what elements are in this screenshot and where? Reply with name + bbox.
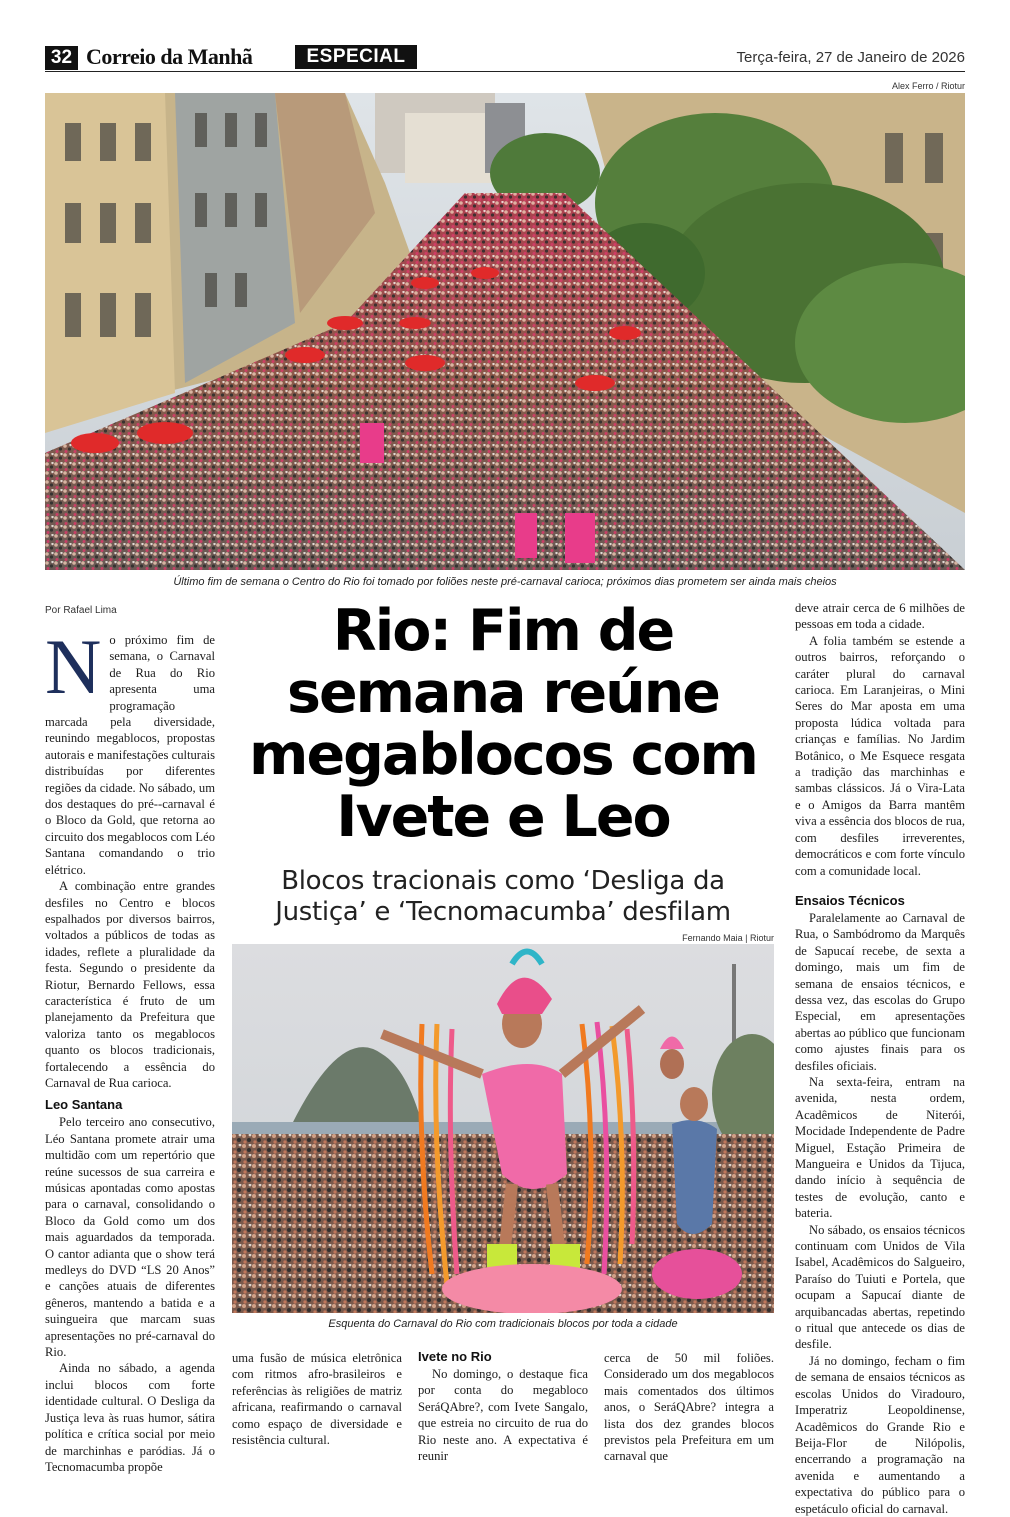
dropcap: N (45, 623, 102, 710)
paragraph: No domingo, o destaque fica por conta do megabloco SeráQAbre?, com Ivete Sangalo, que estreia no circuito de rua do Rio neste ano. A expectativa é reunir (418, 1367, 588, 1464)
photo-caption: Esquenta do Carnaval do Rio com tradicionais blocos por toda a cidade (328, 1318, 678, 1330)
paragraph: Já no domingo, fecham o fim de semana de ensaios técnicos as escolas Unidos do Viradouro, Imperatriz Leopoldinense, Acadêmicos do Grande Rio e Beija-Flor de Nilópolis, encerrando a programação na avenida e aumentando a expectativa do público para o espetáculo oficial do carnaval. (795, 1353, 965, 1516)
paragraph: cerca de 50 mil foliões. Considerado um dos megablocos mais comentados dos últimos anos, o SeráQAbre? integra a lista dos dez grandes blocos previstos pela Prefeitura em um carnaval que (604, 1351, 774, 1464)
paragraph: A folia também se estende a outros bairros, reforçando o caráter plural do carnaval carioca. Em Laranjeiras, o Mini Seres do Mar aposta em uma proposta lúdica voltada para crianças e famílias. No Jardim Botânico, o Me Esquece resgata a tradição das marchinhas e sambas clássicos. Já o Vira-Lata e o Amigos da Barra mantêm viva a essência dos blocos de rua, com desfiles irreverentes, democráticos e com forte vínculo com a comunidade local. (795, 633, 965, 878)
header-rule (45, 71, 965, 72)
carnival-dancer-photo (232, 944, 774, 1313)
paragraph: Ainda no sábado, a agenda inclui blocos com forte identidade cultural. O Desliga da Justiça leva às ruas humor, sátira política e crítica social por meio de marchinhas e paródias. Já o Tecnomacumba propõe (45, 1361, 215, 1474)
subheading-ivete-no-rio: Ivete no Rio (418, 1349, 492, 1364)
street-carnival-photo (45, 93, 965, 570)
subheadline: Blocos tracionais como ‘Desliga da Justiça’ e ‘Tecnomacumba’ desfilam (275, 866, 731, 927)
section-label: ESPECIAL (295, 45, 417, 69)
paragraph: deve atrair cerca de 6 milhões de pessoas em toda a cidade. (795, 601, 965, 632)
photo-credit: Fernando Maia | Riotur (682, 933, 774, 943)
issue-date: Terça-feira, 27 de Janeiro de 2026 (736, 49, 965, 66)
subheading-leo-santana: Leo Santana (45, 1097, 123, 1113)
headline: Rio: Fim de semana reúne megablocos com Ivete e Leo (249, 598, 757, 850)
paragraph: Pelo terceiro ano consecutivo, Léo Santana promete atrair uma multidão com um repertório que reúne sucessos de sua carreira e músicas apontadas como apostas para o carnaval, consolidando o Bloco da Gold como um dos mais aguardados da temporada. O cantor adianta que o show terá medleys do DVD “LS 20 Anos” e canções atuais de diferentes gêneros, mantendo a batida e a suingueira que marcam suas apresentações no pré-carnaval do Rio. (45, 1115, 215, 1360)
subheading-ensaios-tecnicos: Ensaios Técnicos (795, 892, 905, 908)
byline: Por Rafael Lima (45, 605, 117, 616)
article-column-2 (232, 1350, 402, 1448)
paragraph: o próximo fim de semana, o Carnaval de Rua do Rio apresenta uma programação marcada pela diversidade, reunindo megablocos, propostas autorais e manifestações culturais distribuídas por diferentes regiões da cidade. No sábado, um dos destaques do pré--carnaval é o Bloco da Gold, que retorna ao circuito dos megablocos com Léo Santana comandando o trio elétrico. (45, 633, 215, 877)
page-number: 32 (45, 46, 78, 70)
article-column-1 (45, 623, 215, 1475)
photo-credit: Alex Ferro / Riotur (891, 81, 965, 91)
article-column-5 (795, 600, 965, 1517)
paragraph: No sábado, os ensaios técnicos continuam com Unidos de Vila Isabel, Acadêmicos do Salgueiro, Paraíso do Tuiuti e Portela, que ocupam a Sapucaí diante de arquibancadas abertas, repetindo o ritual que antecede os dias de desfile. (795, 1222, 965, 1352)
paragraph: Na sexta-feira, entram na avenida, nesta ordem, Acadêmicos de Niterói, Mocidade Independente de Padre Miguel, Estação Primeira de Mangueira e Unidos da Tijuca, dando início à sequência de testes de evolução, canto e bateria. (795, 1074, 965, 1221)
paragraph: A combinação entre grandes desfiles no Centro e blocos espalhados por diversos bairros, voltados a públicos de todas as idades, reflete a pluralidade da festa. Segundo o presidente da Riotur, Bernardo Fellows, essa característica é fruto de um planejamento da Prefeitura que valoriza tanto os megablocos quanto os blocos tradicionais, fortalecendo a essência do Carnaval de Rua carioca. (45, 879, 215, 1090)
masthead-logo: Correio da Manhã (86, 44, 253, 69)
paragraph: uma fusão de música eletrônica com ritmos afro-brasileiros e referências às religiões de matriz africana, reafirmando o carnaval como espaço de diversidade e resistência cultural. (232, 1351, 402, 1448)
article-column-3 (418, 1349, 588, 1464)
photo-caption: Último fim de semana o Centro do Rio foi tomado por foliões neste pré-carnaval carioca; próximos dias prometem ser ainda mais cheios (173, 576, 837, 588)
article-column-4 (604, 1350, 774, 1465)
paragraph: Paralelamente ao Carnaval de Rua, o Sambódromo da Marquês de Sapucaí recebe, de sexta a domingo, mais um fim de semana de ensaios técnicos, e dessa vez, das escolas do Grupo Especial, em apresentações abertas ao público que funcionam como ajustes finais para os desfiles oficiais. (795, 910, 965, 1073)
